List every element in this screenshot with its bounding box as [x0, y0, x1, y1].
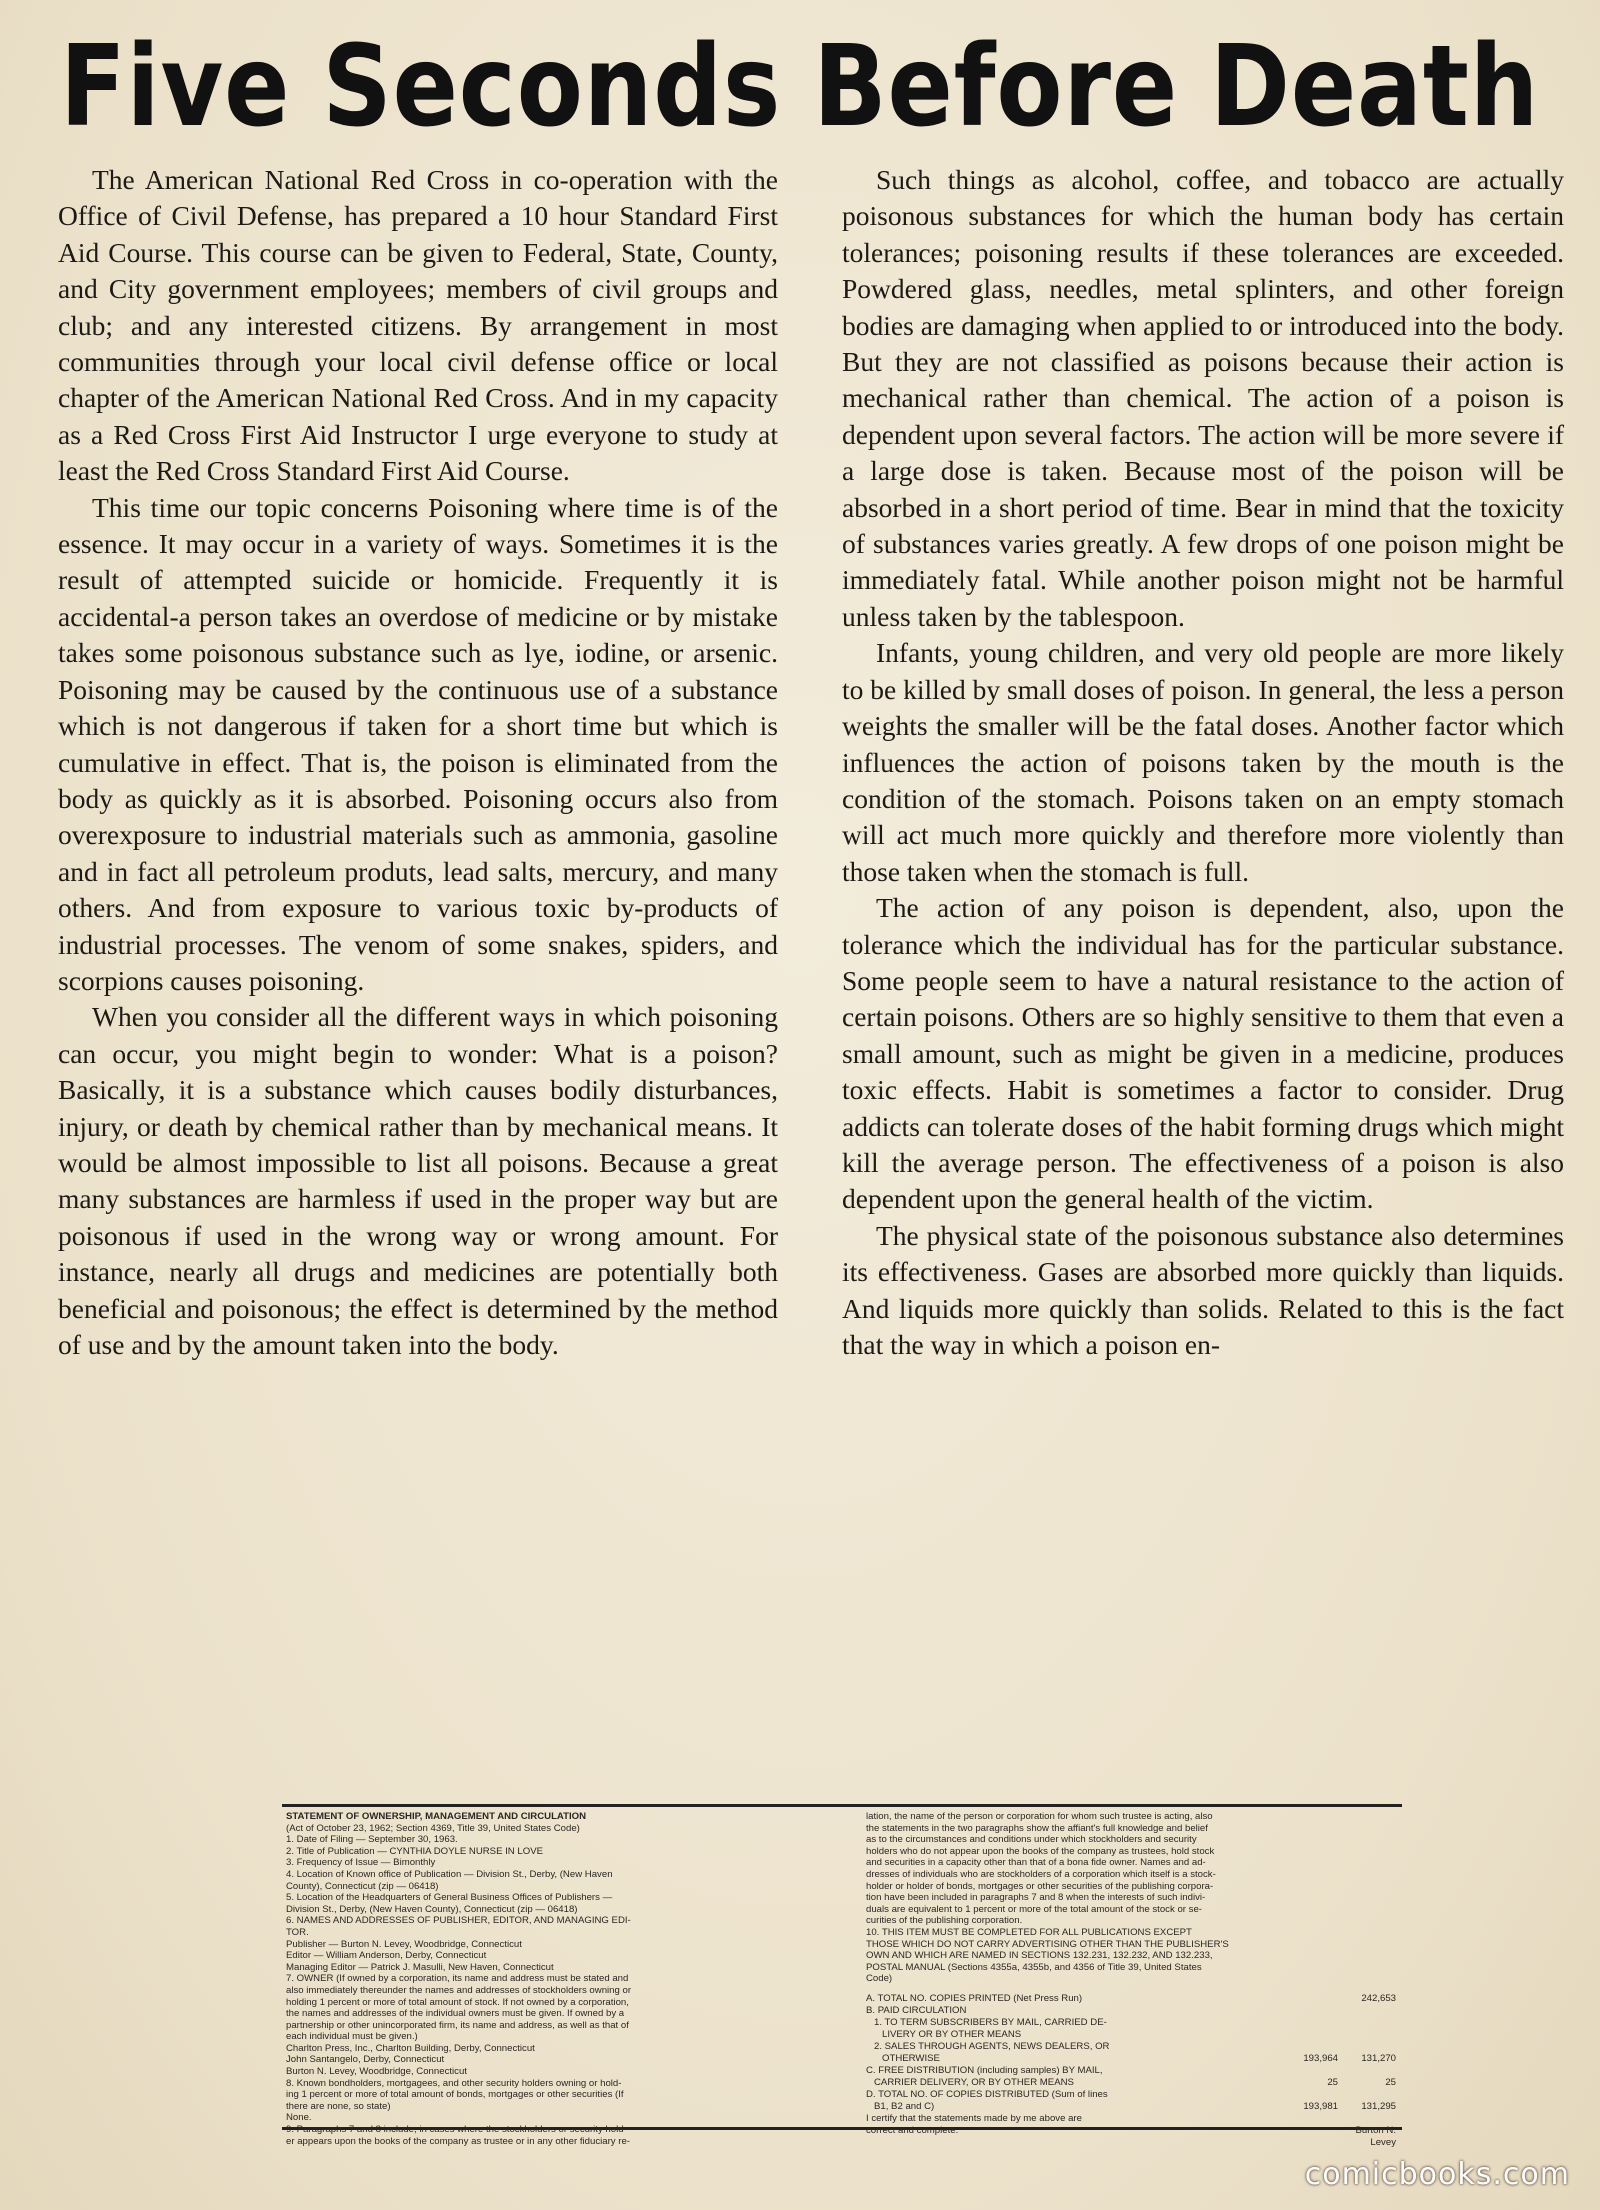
- watermark: comicbooks.com: [1304, 2157, 1570, 2192]
- statement-line: Code): [866, 1973, 893, 1985]
- statement-line: Charlton Press, Inc., Charlton Building, Derby, Connecticut: [286, 2042, 535, 2054]
- headline-word-1: Five: [60, 22, 291, 152]
- circulation-value: [1280, 2041, 1338, 2053]
- circulation-label: I certify that the statements made by me above are: [866, 2113, 1082, 2124]
- statement-line: STATEMENT OF OWNERSHIP, MANAGEMENT AND CIRCULATION: [286, 1811, 587, 1822]
- circulation-value: Burton N. Levey: [1355, 2125, 1396, 2148]
- circulation-label: B. PAID CIRCULATION: [866, 2005, 967, 2016]
- circulation-label: OTHERWISE: [866, 2053, 940, 2064]
- statement-line: there are none, so state): [286, 2100, 391, 2112]
- statement-line: 7. OWNER (If owned by a corporation, its name and address must be stated and: [286, 1973, 629, 1985]
- paragraph: Such things as alcohol, coffee, and tobacco are actually poisonous substances for which the human body has certain tolerances; poisoning results if these tolerances are exceeded. Powdered glass, needles, metal splinters, and other foreign bodies are damaging when applied to or introduced into the body. But they are not classified as poisons because their action is mechanical rather than chemical. The action of a poison is dependent upon several factors. The action will be more severe if a large dose is taken. Because most of the poison will be absorbed in a short period of time. Bear in mind that the toxicity of substances varies greatly. A few drops of one poison might be immediately fatal. While another poison might not be harmful unless taken by the tablespoon.: [842, 164, 1564, 632]
- statement-line: Publisher — Burton N. Levey, Woodbridge, Connecticut: [286, 1938, 522, 1950]
- paragraph: This time our topic concerns Poisoning where time is of the essence. It may occur in a variety of ways. Sometimes it is the result of attempted suicide or homicide. Frequently it is accidental-a person takes an overdose of medicine or by mistake takes some poisonous substance such as lye, iodine, or arsenic. Poisoning may be caused by the continuous use of a substance which is not dangerous if taken for a short time but which is cumulative in effect. That is, the poison is eliminated from the body as quickly as it is absorbed. Poisoning occurs also from overexposure to industrial materials such as ammonia, gasoline and in fact all petroleum produts, lead salts, mercury, and many others. And from exposure to various toxic by-products of industrial processes. The venom of some snakes, spiders, and scorpions causes poisoning.: [58, 491, 778, 996]
- statement-line: as to the circumstances and conditions under which stockholders and security: [866, 1834, 1197, 1846]
- circulation-value: 25: [1385, 2077, 1396, 2088]
- circulation-label: CARRIER DELIVERY, OR BY OTHER MEANS: [866, 2077, 1074, 2088]
- circulation-row: [866, 2113, 1396, 2125]
- circulation-row: [866, 2041, 1396, 2053]
- statement-line: 8. Known bondholders, mortgagees, and other security holders owning or hold-: [286, 2077, 622, 2089]
- circulation-row: [866, 2029, 1396, 2041]
- paragraph: When you consider all the different ways in which poisoning can occur, you might begin to wonder: What is a poison? Basically, it is a substance which causes bodily disturbances, injury, or death by chemical rather than by mechanical means. It would be almost impossible to list all poisons. Because a great many substances are harmless if used in the proper way but are poisonous if used in the wrong way or wrong amount. For instance, nearly all drugs and medicines are potentially both beneficial and poisonous; the effect is determined by the method of use and by the amount taken into the body.: [58, 1001, 778, 1360]
- paragraph: Infants, young children, and very old people are more likely to be killed by small doses of poison. In general, the less a person weights the smaller will be the fatal doses. Another factor which influences the action of poisons taken by the mouth is the condition of the stomach. Poisons taken on an empty stomach will act much more quickly and therefore more violently than those taken when the stomach is full.: [842, 637, 1564, 887]
- circulation-label: correct and complete.: [866, 2125, 959, 2136]
- statement-line: Burton N. Levey, Woodbridge, Connecticut: [286, 2066, 467, 2078]
- statement-line: 3. Frequency of Issue — Bimonthly: [286, 1857, 436, 1869]
- statement-line: holder or holder of bonds, mortgages or other securities of the publishing corpora-: [866, 1880, 1214, 1892]
- circulation-row: [866, 2101, 1396, 2113]
- statement-line: holding 1 percent or more of total amount of stock. If not owned by a corporation,: [286, 1996, 629, 2008]
- circulation-row: [866, 2089, 1396, 2101]
- circulation-label: B1, B2 and C): [866, 2101, 935, 2112]
- paragraph: The American National Red Cross in co-operation with the Office of Civil Defense, has prepared a 10 hour Standard First Aid Course. This course can be given to Federal, State, County, and City government employees; members of civil groups and club; and any interested citizens. By arrangement in most communities through your local civil defense office or local chapter of the American National Red Cross. And in my capacity as a Red Cross First Aid Instructor I urge everyone to study at least the Red Cross Standard First Aid Course.: [58, 164, 778, 487]
- statement-line: curities of the publishing corporation.: [866, 1915, 1023, 1927]
- statement-line: partnership or other unincorporated firm, its name and address, as well as that of: [286, 2019, 629, 2031]
- statement-line: THOSE WHICH DO NOT CARRY ADVERTISING OTHER THAN THE PUBLISHER'S: [866, 1938, 1229, 1950]
- ownership-statement: [282, 1804, 1402, 2148]
- circulation-value: 193,981: [1303, 2101, 1338, 2112]
- paragraph: The action of any poison is dependent, also, upon the tolerance which the individual has for the particular substance. Some people seem to have a natural resistance to the action of certain poisons. Others are so highly sensitive to them that even a small amount, such as might be given in a medicine, produces toxic effects. Habit is sometimes a factor to consider. Drug addicts can tolerate doses of the habit forming drugs which might kill the average person. The effectiveness of a poison is also dependent upon the general health of the victim.: [842, 892, 1564, 1215]
- statement-line: er appears upon the books of the company as trustee or in any other fiduciary re-: [286, 2135, 630, 2147]
- circulation-label: D. TOTAL NO. OF COPIES DISTRIBUTED (Sum of lines: [866, 2089, 1108, 2100]
- statement-line: also immediately thereunder the names and addresses of stockholders owning or: [286, 1984, 632, 1996]
- statement-line: John Santangelo, Derby, Connecticut: [286, 2054, 445, 2066]
- circulation-label: C. FREE DISTRIBUTION (including samples) BY MAIL,: [866, 2065, 1103, 2076]
- statement-line: the statements in the two paragraphs show the affiant's full knowledge and belief: [866, 1822, 1208, 1834]
- circulation-value: 25: [1327, 2077, 1338, 2088]
- statement-line: tion have been included in paragraphs 7 and 8 when the interests of such indivi-: [866, 1892, 1206, 1904]
- statement-line: 2. Title of Publication — CYNTHIA DOYLE NURSE IN LOVE: [286, 1845, 543, 1857]
- circulation-value: [1280, 1993, 1338, 2005]
- circulation-value: 242,653: [1361, 1993, 1396, 2004]
- statement-line: the names and addresses of the individual owners must be given. If owned by a: [286, 2008, 625, 2020]
- headline-word-3: Before: [813, 22, 1179, 152]
- circulation-value: [1338, 2089, 1396, 2101]
- circulation-row: [866, 1993, 1396, 2005]
- statement-line: OWN AND WHICH ARE NAMED IN SECTIONS 132.231, 132.232, AND 132.233,: [866, 1950, 1213, 1962]
- circulation-value: [1338, 2065, 1396, 2077]
- statement-line: each individual must be given.): [286, 2031, 418, 2043]
- right-column: [842, 162, 1564, 1363]
- circulation-value: [1280, 2029, 1338, 2041]
- circulation-value: [1280, 2005, 1338, 2017]
- circulation-row: [866, 2005, 1396, 2017]
- statement-line: Division St., Derby, (New Haven County), Connecticut (zip — 06418): [286, 1903, 578, 1915]
- left-column: [58, 162, 778, 1363]
- statement-line: 9. Paragraphs 7 and 8 include, in cases where the stockholders or security hold-: [286, 2124, 627, 2136]
- statement-line: dresses of individuals who are stockholders of a corporation which itself is a stock-: [866, 1868, 1216, 1880]
- paragraph: The physical state of the poisonous substance also determines its effectiveness. Gases are absorbed more quickly than liquids. And liquids more quickly than solids. Related to this is the fact that the way in which a poison en-: [842, 1219, 1564, 1360]
- circulation-value: [1280, 2113, 1338, 2125]
- statement-line: ing 1 percent or more of total amount of bonds, mortgages or other securities (If: [286, 2089, 624, 2101]
- statement-line: 5. Location of the Headquarters of General Business Offices of Publishers —: [286, 1892, 613, 1904]
- circulation-row: [866, 2125, 1396, 2149]
- headline-word-4: Death: [1210, 22, 1540, 152]
- statement-line: TOR.: [286, 1926, 309, 1938]
- circulation-value: [1338, 2029, 1396, 2041]
- statement-line: 6. NAMES AND ADDRESSES OF PUBLISHER, EDITOR, AND MANAGING EDI-: [286, 1915, 631, 1927]
- statement-line: None.: [286, 2112, 312, 2124]
- statement-line: Editor — William Anderson, Derby, Connecticut: [286, 1950, 487, 1962]
- statement-line: Managing Editor — Patrick J. Masulli, New Haven, Connecticut: [286, 1961, 554, 1973]
- circulation-value: [1280, 2089, 1338, 2101]
- circulation-row: [866, 2077, 1396, 2089]
- statement-line: duals are equivalent to 1 percent or more of the total amount of the stock or se-: [866, 1903, 1202, 1915]
- statement-line: holders who do not appear upon the books of the company as trustees, hold stock: [866, 1845, 1215, 1857]
- circulation-value: [1338, 2113, 1396, 2125]
- circulation-value: [1280, 2017, 1338, 2029]
- statement-line: lation, the name of the person or corporation for whom such trustee is acting, also: [866, 1811, 1213, 1822]
- circulation-value: [1280, 2065, 1338, 2077]
- circulation-label: 2. SALES THROUGH AGENTS, NEWS DEALERS, OR: [866, 2041, 1110, 2052]
- statement-line: (Act of October 23, 1962; Section 4369, Title 39, United States Code): [286, 1822, 580, 1834]
- statement-line: POSTAL MANUAL (Sections 4355a, 4355b, and 4356 of Title 39, United States: [866, 1961, 1202, 1973]
- circulation-table: [866, 1993, 1396, 2149]
- circulation-value: [1338, 2017, 1396, 2029]
- statement-line: 10. THIS ITEM MUST BE COMPLETED FOR ALL PUBLICATIONS EXCEPT: [866, 1926, 1192, 1938]
- statement-left-column: [286, 1811, 816, 2147]
- circulation-value: [1338, 2041, 1396, 2053]
- circulation-row: [866, 2065, 1396, 2077]
- circulation-value: 131,295: [1361, 2101, 1396, 2112]
- circulation-value: [1338, 2005, 1396, 2017]
- circulation-row: [866, 2017, 1396, 2029]
- headline-word-2: Seconds: [322, 22, 782, 152]
- statement-line: County), Connecticut (zip — 06418): [286, 1880, 439, 1892]
- circulation-label: A. TOTAL NO. COPIES PRINTED (Net Press Run): [866, 1993, 1083, 2004]
- statement-line: 1. Date of Filing — September 30, 1963.: [286, 1834, 458, 1846]
- circulation-label: LIVERY OR BY OTHER MEANS: [866, 2029, 1022, 2040]
- statement-line: and securities in a capacity other than that of a bona fide owner. Names and ad-: [866, 1857, 1206, 1869]
- circulation-label: 1. TO TERM SUBSCRIBERS BY MAIL, CARRIED DE-: [866, 2017, 1107, 2028]
- circulation-row: [866, 2053, 1396, 2065]
- headline: [60, 22, 1539, 152]
- circulation-value: [1280, 2125, 1338, 2149]
- statement-line: 4. Location of Known office of Publication — Division St., Derby, (New Haven: [286, 1868, 613, 1880]
- circulation-value: 193,964: [1303, 2053, 1338, 2064]
- circulation-value: 131,270: [1361, 2053, 1396, 2064]
